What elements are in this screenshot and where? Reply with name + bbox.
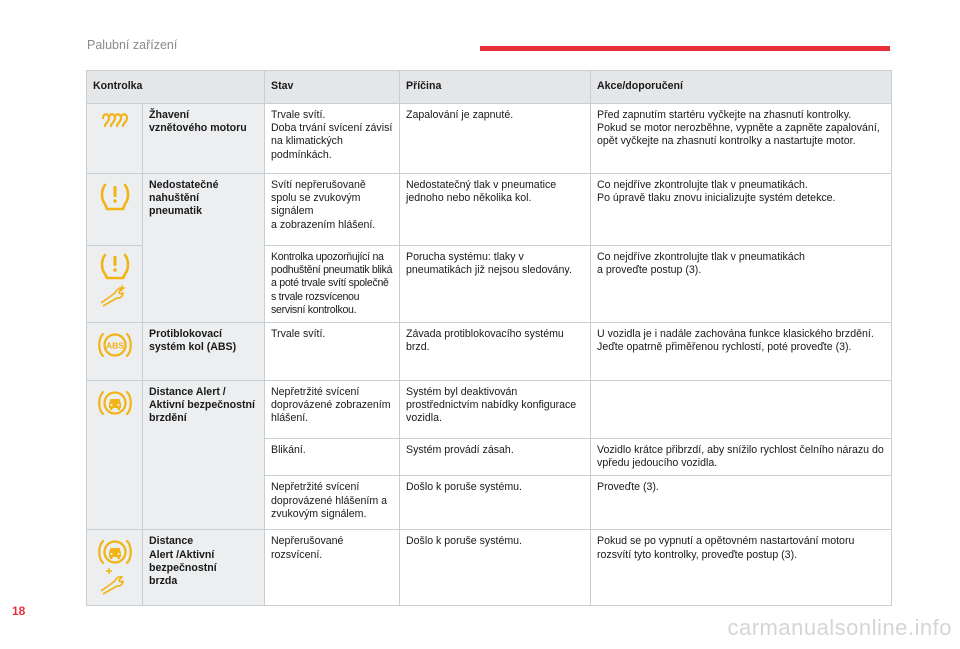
warning-name: Nedostatečné nahuštění pneumatik [143,174,265,323]
cell-stav: Trvale svítí. [265,323,400,381]
cell-akce: Pokud se po vypnutí a opětovném nastartování motoru rozsvítí tyto kontrolky, proveďte postup (3). [591,530,892,606]
cell-akce [591,381,892,439]
warning-name: Protiblokovací systém kol (ABS) [143,323,265,381]
watermark: carmanualsonline.info [727,615,952,640]
cell-akce: Co nejdříve zkontrolujte tlak v pneumatikách a proveďte postup (3). [591,246,892,323]
table-row [87,104,892,174]
distance-alert-icon [95,386,135,420]
cell-stav: Blikání. [265,439,400,476]
icon-cell [87,530,143,606]
cell-stav: Trvale svítí. Doba trvání svícení závisí na klimatických podmínkách. [265,104,400,174]
cell-akce: Co nejdříve zkontrolujte tlak v pneumatikách. Po úpravě tlaku znovu inicializujte systém detekce. [591,174,892,246]
table-row [87,323,892,381]
cell-stav: Nepřetržité svícení doprovázené zobrazením hlášení. [265,381,400,439]
cell-pricina: Závada protiblokovacího systému brzd. [400,323,591,381]
cell-pricina: Nedostatečný tlak v pneumatice jednoho nebo několika kol. [400,174,591,246]
warning-name: Distance Alert / Aktivní bezpečnostní brzdění [143,381,265,530]
warning-name: Distance Alert /Aktivní bezpečnostní brzda [143,530,265,606]
tyre-pressure-icon [97,179,133,213]
cell-akce: Před zapnutím startéru vyčkejte na zhasnutí kontrolky. Pokud se motor nerozběhne, vypněte a zapněte zapalování, opět vyčkejte na zhasnutí kontrolky a nastartujte motor. [591,104,892,174]
abs-icon [95,328,135,362]
warning-lights-table [86,70,892,606]
distance-alert-service-icon [95,535,135,595]
icon-cell [87,323,143,381]
page-number: 18 [12,604,26,618]
cell-pricina: Došlo k poruše systému. [400,476,591,530]
icon-cell [87,246,143,323]
warning-name: Žhavení vznětového motoru [143,104,265,174]
cell-pricina: Systém provádí zásah. [400,439,591,476]
cell-akce: U vozidla je i nadále zachována funkce klasického brzdění. Jeďte opatrně přiměřenou rychlostí, poté proveďte (3). [591,323,892,381]
column-header-kontrolka: Kontrolka [87,71,265,104]
table-row [87,530,892,606]
cell-stav: Kontrolka upozorňující na podhuštění pneumatik bliká a poté trvale svítí společně s trvale rozsvícenou servisní kontrolkou. [265,246,400,323]
column-header-stav: Stav [265,71,400,104]
cell-akce: Vozidlo krátce přibrzdí, aby snížilo rychlost čelního nárazu do vpředu jedoucího vozidla. [591,439,892,476]
icon-cell [87,381,143,530]
icon-cell [87,104,143,174]
cell-pricina: Došlo k poruše systému. [400,530,591,606]
table-header-row [87,71,892,104]
page-header-title: Palubní zařízení [87,38,178,52]
cell-stav: Svítí nepřerušovaně spolu se zvukovým signálem a zobrazením hlášení. [265,174,400,246]
cell-stav: Nepřetržité svícení doprovázené hlášením a zvukovým signálem. [265,476,400,530]
abs-icon-label: ABS [105,340,124,351]
column-header-pricina: Příčina [400,71,591,104]
cell-pricina: Systém byl deaktivován prostřednictvím nabídky konfigurace vozidla. [400,381,591,439]
table-row [87,381,892,439]
icon-cell [87,174,143,246]
tyre-pressure-service-icon [95,251,135,307]
column-header-akce: Akce/doporučení [591,71,892,104]
table-row [87,174,892,246]
header-accent-bar [480,46,890,51]
cell-pricina: Porucha systému: tlaky v pneumatikách již nejsou sledovány. [400,246,591,323]
cell-pricina: Zapalování je zapnuté. [400,104,591,174]
glow-plug-icon [97,109,133,133]
cell-akce: Proveďte (3). [591,476,892,530]
cell-stav: Nepřerušované rozsvícení. [265,530,400,606]
